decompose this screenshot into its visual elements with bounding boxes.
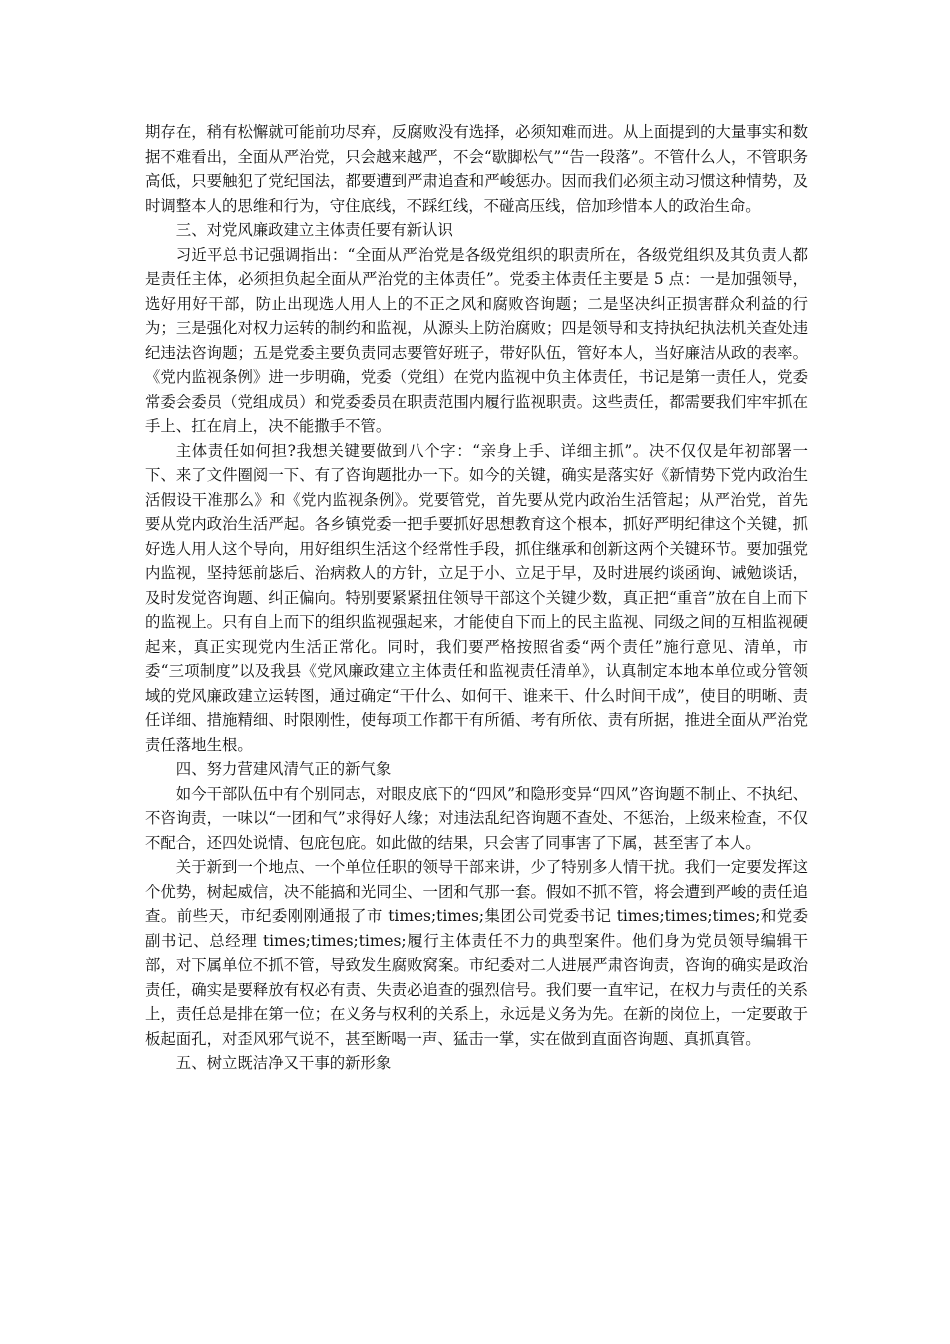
section-heading: 五、树立既洁净又干事的新形象 xyxy=(175,1054,392,1072)
body-paragraph: 习近平总书记强调指出：“全面从严治党是各级党组织的职责所在，各级党组织及其负责人都是责任主体，必须担负起全面从严治党的主体责任”。党委主体责任主要是 5 点：一是加强领导，选好用好干部，防止出现选人用人上的不正之风和腐败咨询题；二是坚决纠正损害群众利益的行为；三是强化对权力运转的制约和监视，从源头上防治腐败；四是领导和支持执纪执法机关查处违纪违法咨询题；五是党委主要负责同志要管好班子，带好队伍，管好本人，当好廉洁从政的表率。《党内监视条例》进一步明确，党委（党组）在党内监视中负主体责任，书记是第一责任人，党委常委会委员（党组成员）和党委委员在职责范围内履行监视职责。这些责任，都需要我们牢牢抓在手上、扛在肩上，决不能撒手不管。 xyxy=(145,245,808,435)
body-paragraph: 关于新到一个地点、一个单位任职的领导干部来讲，少了特别多人情干扰。我们一定要发挥这个优势，树起威信，决不能搞和光同尘、一团和气那一套。假如不抓不管，将会遭到严峻的责任追查。前些天，市纪委刚刚通报了市 times;times;集团公司党委书记 times;times;times;和党委副书记、总经理 times;times;times;履行主体责任不力的典型案件。他们身为党员领导编辑干部，对下属单位不抓不管，导致发生腐败窝案。市纪委对二人进展严肃咨询责，咨询的确实是政治责任，确实是要释放有权必有责、失责必追查的强烈信号。我们要一直牢记，在权力与责任的关系上，责任总是排在第一位；在义务与权利的关系上，永远是义务为先。在新的岗位上，一定要敢于板起面孔，对歪风邪气说不，甚至断喝一声、猛击一掌，实在做到直面咨询题、真抓真管。 xyxy=(145,858,808,1048)
body-paragraph: 如今干部队伍中有个别同志，对眼皮底下的“四风”和隐形变异“四风”咨询题不制止、不执纪、不咨询责，一味以“一团和气”求得好人缘；对违法乱纪咨询题不查处、不惩治，上级来检查，不仅不配合，还四处说情、包庇包庇。如此做的结果，只会害了同事害了下属，甚至害了本人。 xyxy=(145,784,808,852)
section-heading: 三、对党风廉政建立主体责任要有新认识 xyxy=(175,221,453,239)
section-heading: 四、努力营建风清气正的新气象 xyxy=(175,760,392,778)
document-page xyxy=(145,120,808,1076)
body-paragraph: 期存在，稍有松懈就可能前功尽弃，反腐败没有选择，必须知难而进。从上面提到的大量事实和数据不难看出，全面从严治党，只会越来越严，不会“歇脚松气”“告一段落”。不管什么人，不管职务高低，只要触犯了党纪国法，都要遭到严肃追查和严峻惩办。因而我们必须主动习惯这种情势，及时调整本人的思维和行为，守住底线，不踩红线，不碰高压线，倍加珍惜本人的政治生命。 xyxy=(145,123,808,215)
body-paragraph: 主体责任如何担?我想关键要做到八个字：“亲身上手、详细主抓”。决不仅仅是年初部署一下、来了文件圈阅一下、有了咨询题批办一下。如今的关键，确实是落实好《新情势下党内政治生活假设干准那么》和《党内监视条例》。党要管党，首先要从党内政治生活管起；从严治党，首先要从党内政治生活严起。各乡镇党委一把手要抓好思想教育这个根本，抓好严明纪律这个关键，抓好选人用人这个导向，用好组织生活这个经常性手段，抓住继承和创新这两个关键环节。要加强党内监视，坚持惩前毖后、治病救人的方针，立足于小、立足于早，及时进展约谈函询、诫勉谈话，及时发觉咨询题、纠正偏向。特别要紧紧扭住领导干部这个关键少数，真正把“重音”放在自上而下的监视上。只有自上而下的组织监视强起来，才能使自下而上的民主监视、同级之间的互相监视硬起来，真正实现党内生活正常化。同时，我们要严格按照省委“两个责任”施行意见、清单，市委“三项制度”以及我县《党风廉政建立主体责任和监视责任清单》，认真制定本地本单位或分管领域的党风廉政建立运转图，通过确定“干什么、如何干、谁来干、什么时间干成”，使目的明晰、责任详细、措施精细、时限刚性，使每项工作都干有所循、考有所依、责有所据，推进全面从严治党责任落地生根。 xyxy=(145,441,808,754)
